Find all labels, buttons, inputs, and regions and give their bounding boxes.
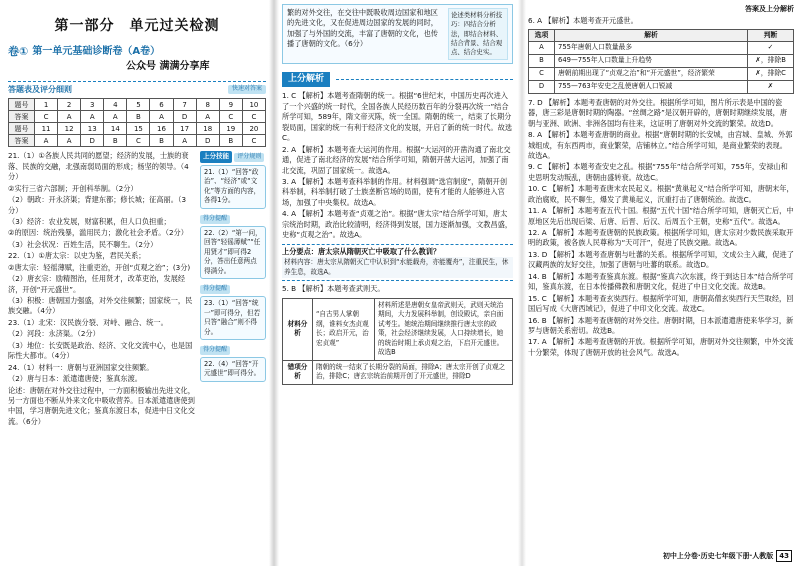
table-cell: D (196, 135, 219, 147)
answer-line: （2）朝政：开永济渠；背建东都；修长城；征高丽。（3分） (8, 195, 187, 215)
part-title: 第一部分 单元过关检测 (54, 18, 220, 34)
table-cell: C (529, 68, 555, 81)
table-cell: 11 (35, 123, 58, 135)
side-chip: 得分提醒 (200, 285, 230, 294)
answer-line: 21.（1）①各族人民共同的愿望；经济的发展，士族的衰落、民族的交融，北强南弱局面的形成；杨坚的领导。（4分） (8, 151, 189, 182)
table-row (9, 123, 266, 135)
table-header: 解析 (555, 29, 748, 42)
table-cell: 2 (58, 99, 81, 111)
analysis-item: 14. B 【解析】本题考查鉴真东渡。根据“鉴真六次东渡，终于到达日本”结合所学可知，鉴真东渡，在日本传播佛教和唐朝文化，促进了中日文化交流。故选B。 (528, 271, 794, 292)
side-note: 23.（1）“回答“统一”即可得分，但若只答“融合”则不得分。 (200, 296, 266, 340)
answer-section-title: 答题表及评分细则 (8, 84, 72, 94)
table-cell: C (242, 111, 265, 123)
top-side-note: 论述类材料分析技巧：四结合分析法，即结合材料、结合背景、结合观点、结合史实。 (448, 8, 508, 60)
table-cell: C (242, 135, 265, 147)
side-chip: 得分提醒 (200, 346, 230, 355)
side-chip: 评分规则 (234, 153, 264, 162)
answer-line: （2）河段：永济渠。（2分） (8, 329, 100, 339)
table-header: 判断 (748, 29, 794, 42)
analysis-table (282, 298, 513, 385)
table-row-label: 题号 (9, 123, 35, 135)
table-cell: D (529, 80, 555, 93)
table-cell: 16 (150, 123, 173, 135)
table-cell: A (81, 111, 104, 123)
table-cell: A (196, 111, 219, 123)
table-header: 选项 (529, 29, 555, 42)
middle-page (276, 0, 519, 566)
table-cell: A (104, 111, 127, 123)
analysis-item: 2. A 【解析】本题考查大运河的作用。根据“大运河的开凿沟通了南北交通，促进了南北经济的发展”结合所学可知，隋朝开凿大运河，加强了南北交流，巩固了国家统一。故选A。 (282, 144, 511, 175)
answer-line: 22.（1）①唐太宗：以史为鉴，君民关系； (8, 251, 146, 261)
table-row-label: 材料分析 (283, 298, 313, 360)
table-cell: A (150, 111, 173, 123)
analysis-header (282, 72, 513, 87)
analysis-item: 8. A 【解析】本题考查唐朝的商业。根据“唐朝时期的长安城，由宫城、皇城、外郭城组成，有东西两市，商业繁荣，店铺林立。”结合所学可知，是商业繁荣的表现。故选A。 (528, 130, 793, 160)
option-table (528, 29, 794, 94)
table-cell: 14 (104, 123, 127, 135)
table-cell: B (150, 135, 173, 147)
analysis-item: 17. A 【解析】本题考查唐朝的开放。根据所学可知，唐朝对外交往频繁，中外交流十分繁荣，体现了唐朝开放的社会风气。故选A。 (528, 337, 794, 357)
table-row (529, 42, 794, 55)
table-cell: 唐朝前期出现了“贞观之治”和“开元盛世”，经济繁荣 (555, 68, 748, 81)
table-cell: 17 (173, 123, 196, 135)
table-cell: 19 (219, 123, 242, 135)
table-cell: 材料所述是唐朝女皇帝武则天，武则天统治期间，大力发展科举制，创设殿试，亲自面试考生。她统治期间继续推行唐太宗的政策，社会经济继续发展，人口持续增长，她的统治时期上承贞观之治，下启开元盛世。故选B (375, 298, 513, 360)
table-cell: A (35, 135, 58, 147)
highlight-hint: 材料内容：唐太宗从隋朝灭亡中认识到“水能载舟，亦能覆舟”，注重民生，休养生息，故选A。 (282, 257, 513, 278)
table-cell: A (173, 135, 196, 147)
table-row (9, 111, 266, 123)
answer-line: （3）经济：农业发展，财富积累，但人口负担重； (8, 216, 171, 226)
table-cell: 755年唐朝人口数量最多 (555, 42, 748, 55)
table-cell: D (173, 111, 196, 123)
highlight-question-text: 上分要点：唐太宗从隋朝灭亡中吸取了什么教训？ (282, 246, 441, 256)
top-answer-box (282, 4, 513, 64)
table-cell: C (127, 135, 150, 147)
side-note: 22.（2）“第一问，回答“轻徭薄赋”“任用贤才”即可得2分，答出任意两点得满分。 (200, 226, 266, 280)
analysis-item: 4. A 【解析】本题考查“贞观之治”。根据“唐太宗”结合所学可知，唐太宗统治时期，政治比较清明，经济得到发展，国力逐渐加强，文教昌盛，史称“贞观之治”。故选A。 (282, 209, 513, 240)
table-cell: 10 (242, 99, 265, 111)
unit-badge: 卷① (8, 45, 29, 59)
analysis-item: 11. A 【解析】本题考查五代十国。根据“五代十国”结合所学可知，唐朝灭亡后，中原地区先后出现后梁、后唐、后晋、后汉、后周五个王朝，史称“五代”。故选A。 (528, 206, 794, 226)
answer-line: 24.（1）材料一：唐朝与亚洲国家交往频繁。 (8, 362, 154, 372)
answer-line: （2）唐与日本：派遣遣唐使；鉴真东渡。 (8, 374, 142, 384)
answer-line: （3）社会状况：百姓生活，民不聊生。（2分） (8, 239, 158, 249)
page-number: 43 (776, 550, 792, 562)
top-answer-text: 繁的对外交往，在交往中既吸收周边国家和地区的先进文化，又在促进周边国家的发展的同时，加强了与外国的交流，丰富了唐朝的文化，也传播了唐朝的文化。（6分） (287, 8, 438, 49)
table-row (529, 68, 794, 81)
analysis-item: 13. D 【解析】本题考查唐朝与吐蕃的关系。根据所学可知，文成公主入藏，促进了汉藏两族的友好交往，加强了唐朝与吐蕃的联系。故选D。 (528, 249, 794, 270)
table-cell: 15 (127, 123, 150, 135)
answer-line: （2）唐玄宗：励精图治，任用贤才，改革吏治，发展经济，开创“开元盛世”。 (8, 274, 186, 294)
right-page (524, 0, 800, 566)
table-cell: 1 (35, 99, 58, 111)
table-row (9, 135, 266, 147)
unit-row (8, 44, 266, 60)
answer-section-bar (8, 81, 266, 96)
table-cell: 13 (81, 123, 104, 135)
side-note: 21.（1）“回答“政治”、“经济”或“文化”等方面的内容，各得1分。 (200, 165, 266, 209)
answer-line: （3）积极：唐朝国力强盛，对外交往频繁；国家统一，民族交融。（4分） (8, 296, 193, 316)
answer-line: ②唐太宗：轻徭薄赋，注重吏治，开创“贞观之治”；(3分) (8, 262, 191, 272)
table-cell: C (35, 111, 58, 123)
analysis-title: 上分解析 (282, 72, 330, 87)
table-cell: B (529, 55, 555, 68)
answer-line: （3）地位：长安既是政治、经济、文化交流中心，也是国际性大都市。（4分） (8, 340, 193, 361)
highlight-question (282, 244, 513, 282)
table-cell: C (219, 111, 242, 123)
left-body (8, 151, 266, 428)
table-cell: B (104, 135, 127, 147)
table-cell: A (529, 42, 555, 55)
side-notes (200, 151, 266, 428)
analysis-item: 15. C 【解析】本题考查玄奘西行。根据所学可知，唐朝高僧玄奘西行天竺取经，回国后写成《大唐西域记》，促进了中印文化交流。故选C。 (528, 293, 794, 314)
analysis-item: 10. C 【解析】本题考查唐末农民起义。根据“黄巢起义”结合所学可知，唐朝末年，政治腐败，民不聊生，爆发了黄巢起义，沉重打击了唐朝统治。故选C。 (528, 184, 794, 204)
table-cell: “自古男人掌朝纲，谁料女杰贞观长；政启开元，治宏贞观” (313, 298, 375, 360)
analysis-item: 3. A 【解析】本题考查科举制的作用。材料强调“选官制度”，隋朝开创科举制，科举制打破了士族垄断官场的局面，使有才能的人能够进入官场，加强了中央集权。故选A。 (282, 176, 508, 207)
table-cell: B (127, 111, 150, 123)
analysis-item: 6. A 【解析】本题考查开元盛世。 (528, 16, 638, 26)
table-cell: 5 (127, 99, 150, 111)
table-cell: B (219, 135, 242, 147)
divider (336, 79, 513, 80)
table-row (529, 55, 794, 68)
answer-chip: 快速对答案 (228, 85, 266, 94)
table-cell: 20 (242, 123, 265, 135)
footer-text: 初中上分卷·历史七年级下册·人教版 (662, 551, 774, 560)
table-cell: ✗，排除B (748, 55, 794, 68)
table-cell: 7 (173, 99, 196, 111)
table-row-label: 错项分析 (283, 360, 313, 384)
watermark-text: 公众号 满满分享库 (126, 61, 210, 73)
table-cell: 755—763年安史之乱使唐朝人口锐减 (555, 80, 748, 93)
answer-line: 23.（1）北宋：汉民族分裂、对峙、融合、统一。 (8, 317, 168, 327)
answer-line: 论述：唐朝在对外交往过程中，一方面积极输出先进文化，另一方面也不断从外来文化中吸收营养。日本派遣遣唐使到中国，学习唐朝先进文化；鉴真东渡日本，促进中日文化交流。（6分） (8, 385, 195, 426)
table-cell: A (58, 135, 81, 147)
table-row-label: 答案 (9, 111, 35, 123)
table-cell: A (58, 111, 81, 123)
table-row (283, 360, 513, 384)
table-header-row (529, 29, 794, 42)
table-cell: ✓ (748, 42, 794, 55)
page-footer (663, 550, 792, 562)
side-chip: 得分提醒 (200, 215, 230, 224)
table-cell: ✗ (748, 80, 794, 93)
table-cell: 6 (150, 99, 173, 111)
table-cell: 3 (81, 99, 104, 111)
analysis-item: 16. B 【解析】本题考查唐朝的对外交往。唐朝时期，日本派遣遣唐使来华学习，新罗与唐朝关系密切。故选B。 (528, 315, 794, 335)
table-cell: 4 (104, 99, 127, 111)
table-row (283, 298, 513, 360)
analysis-item: 5. B 【解析】本题考查武则天。 (282, 284, 385, 294)
unit-title: 第一单元基础诊断卷（A卷） (32, 46, 161, 58)
analysis-item: 12. A 【解析】本题考查唐朝的民族政策。根据所学可知，唐太宗对少数民族采取开明的政策，被各族人民尊称为“天可汗”，促进了民族交融。故选A。 (528, 228, 794, 248)
table-row (9, 99, 266, 111)
answer-line: ②的原因：统治残暴，滥用民力；激化社会矛盾。（2分） (8, 228, 188, 238)
table-cell: ✗，排除C (748, 68, 794, 81)
table-cell: 9 (219, 99, 242, 111)
analysis-item: 7. D 【解析】本题考查唐朝的对外交往。根据所学可知，图片所示表是中国的瓷器，唐三彩是唐朝时期的陶器。“丝绸之路”是汉朝开辟的，唐朝时期继续发展，唐朝与亚洲、欧洲、非洲各国均有往来，这证明了唐朝对外交流的繁荣。故选D。 (528, 97, 788, 128)
table-row (529, 80, 794, 93)
side-note: 22.（4）“回答“开元盛世”即可得分。 (200, 357, 266, 382)
answer-table (8, 98, 266, 147)
table-row-label: 题号 (9, 99, 35, 111)
table-cell: D (81, 135, 104, 147)
table-cell: 649—755年人口数量上升趋势 (555, 55, 748, 68)
right-page-header: 答案及上分解析 (745, 5, 794, 13)
table-cell: 8 (196, 99, 219, 111)
table-cell: 12 (58, 123, 81, 135)
answer-lines (8, 151, 196, 428)
table-cell: 18 (196, 123, 219, 135)
table-row-label: 答案 (9, 135, 35, 147)
analysis-item: 9. C 【解析】本题考查安史之乱。根据“755年”结合所学可知，755年，安禄山和史思明发动叛乱，唐朝由盛转衰。故选C。 (528, 162, 788, 182)
answer-line: ②实行三省六部制；开创科举制。（2分） (8, 183, 138, 193)
left-page (0, 0, 272, 566)
analysis-item: 1. C 【解析】本题考查隋朝的统一。根据“6世纪末，中国历史再次进入了一个兴盛的统一时代，全国各族人民经历数百年的分裂再次统一”结合所学可知，589年，隋文帝灭陈，统一全国。隋朝的统一，结束了长期分裂局面，国家的统一有利于经济文化的发展，开启了新的统一时代。故选C。 (282, 91, 513, 143)
side-chip: 上分技能 (200, 151, 232, 162)
table-cell: 隋朝的统一结束了长期分裂的局面，排除A；唐太宗开创了贞观之治，排除C；唐玄宗统治前期开创了开元盛世，排除D (313, 360, 513, 384)
